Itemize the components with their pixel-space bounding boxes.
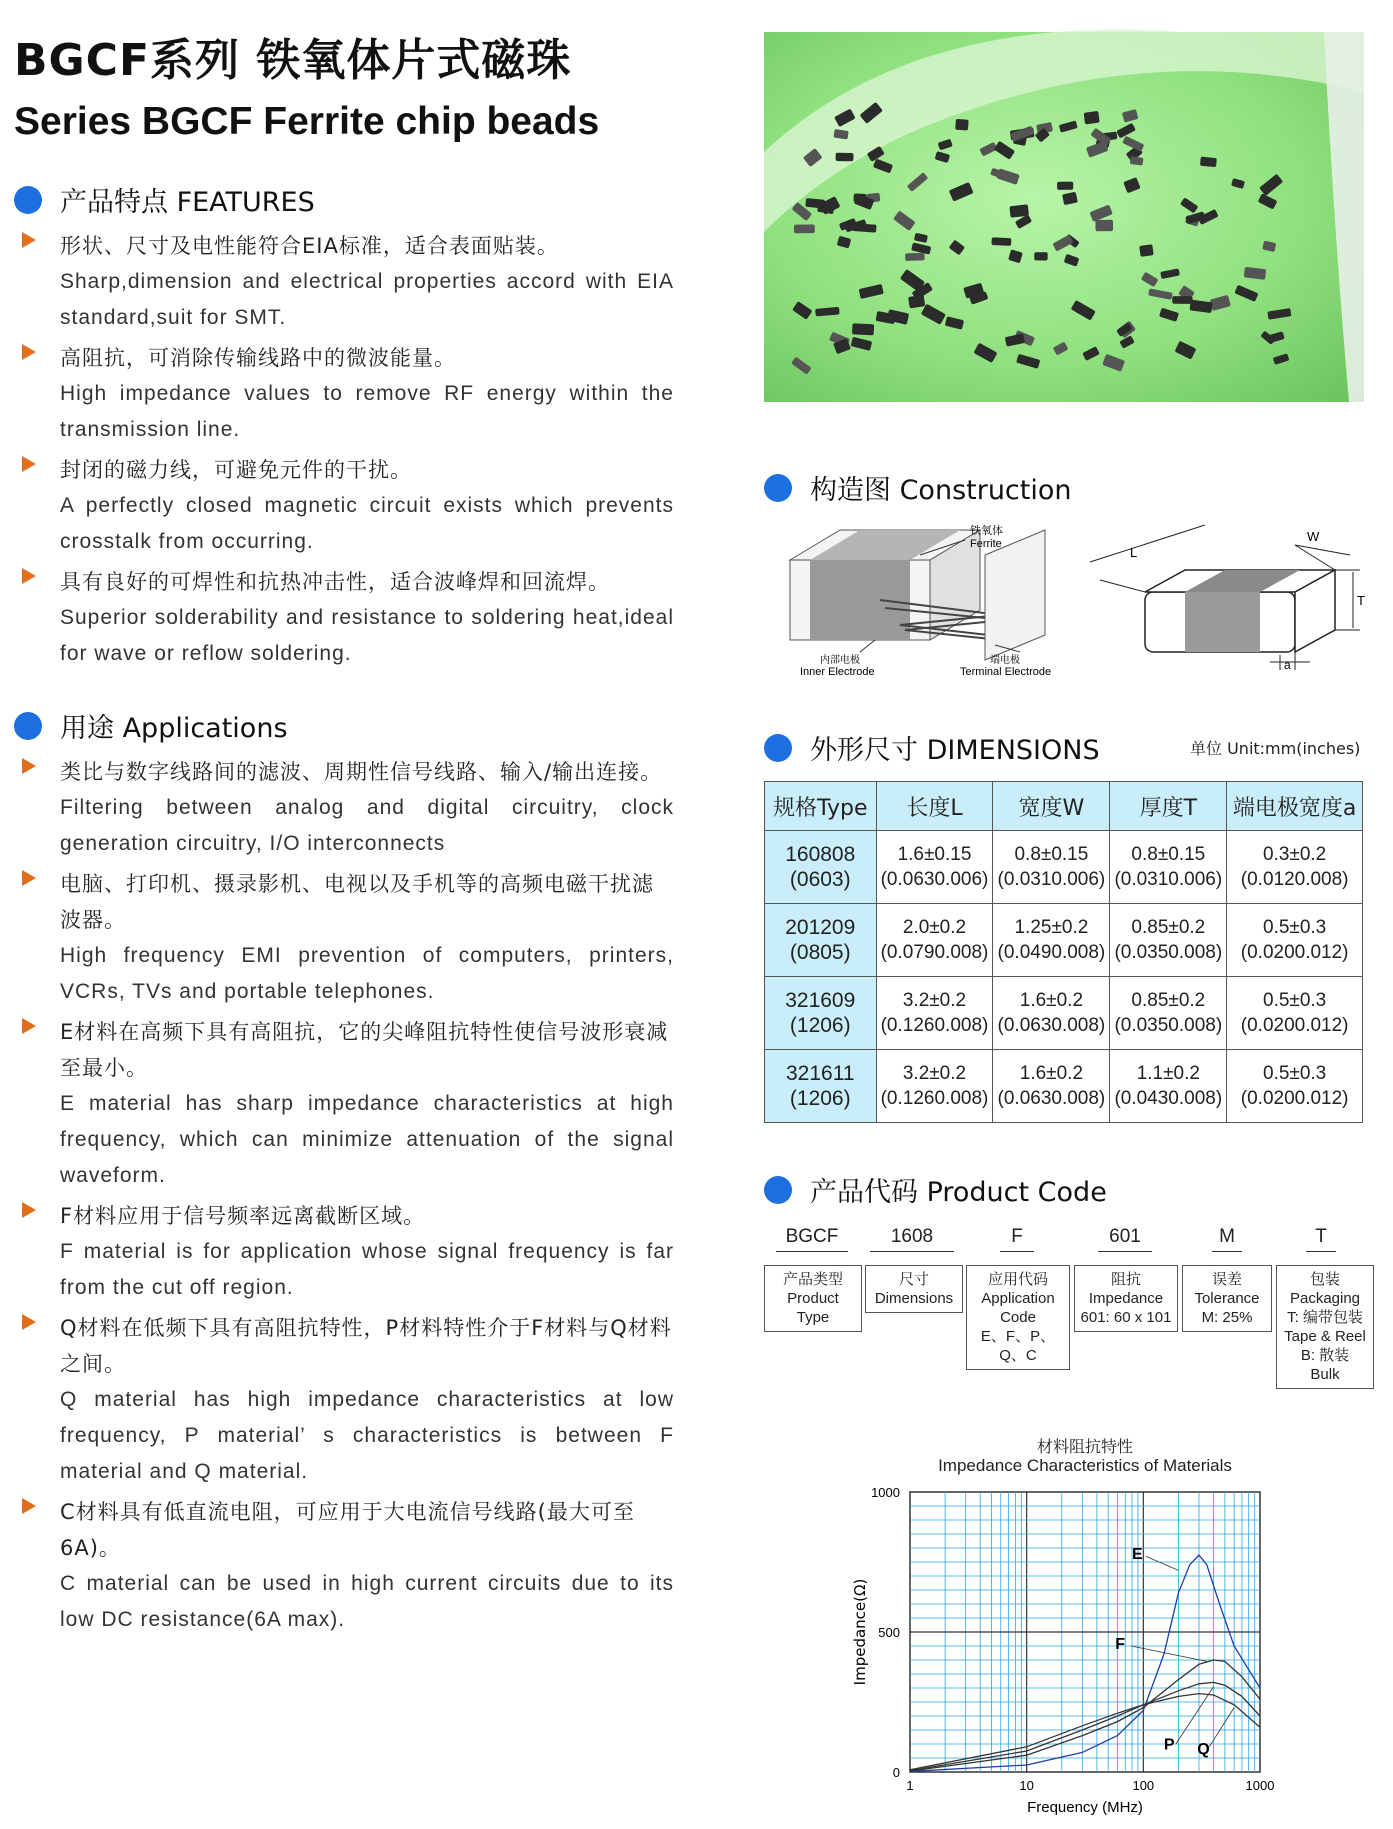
code-segment-type: BGCF (776, 1226, 848, 1252)
list-item: F材料应用于信号频率远离截断区域。 F material is for application whose signal frequency is far from the cut off region. (14, 1198, 674, 1306)
list-item: C材料具有低直流电阻，可应用于大电流信号线路(最大可至6A)。 C material can be used in high current circuits due to its low DC resistance(6A max). (14, 1494, 674, 1638)
chip-bead-photo-mark (836, 153, 854, 162)
arrow-right-icon (22, 344, 36, 360)
chip-bead-photo-mark (1095, 220, 1113, 231)
list-item: 具有良好的可焊性和抗热冲击性，适合波峰焊和回流焊。 Superior solderability and resistance to soldering heat,ideal for wave or reflow soldering. (14, 564, 674, 672)
applications-heading (14, 706, 288, 745)
code-box-packaging: 包装 Packaging T: 编带包装 Tape & Reel B: 散装 Bulk (1276, 1265, 1374, 1389)
terminal-electrode-cn-label: 端电极 (990, 655, 1020, 666)
chart-title-cn: 材料阻抗特性 (1036, 1437, 1133, 1456)
col-header-type: 规格Type (765, 782, 877, 831)
applications-heading-text: 用途 Applications (60, 713, 288, 744)
arrow-right-icon (22, 1018, 36, 1034)
code-box-product-type: 产品类型 Product Type (764, 1265, 862, 1332)
list-item: 封闭的磁力线，可避免元件的干扰。 A perfectly closed magnetic circuit exists which prevents crosstalk from occurring. (14, 452, 674, 560)
y-axis-label: Impedance(Ω) (851, 1578, 869, 1686)
code-segment-packaging: T (1306, 1226, 1336, 1252)
list-item: Q材料在低频下具有高阻抗特性，P材料特性介于F材料与Q材料之间。 Q material has high impedance characteristics at low frequency, P material’ s characteristics is between F material and Q material. (14, 1310, 674, 1490)
dimensions-table (764, 781, 1363, 1123)
arrow-right-icon (22, 232, 36, 248)
y-tick-label: 500 (878, 1625, 900, 1640)
chip-bead-photo-mark (905, 253, 925, 261)
product-photo (764, 32, 1364, 402)
list-item: E材料在高频下具有高阻抗，它的尖峰阻抗特性使信号波形衰减至最小。 E material has sharp impedance characteristics at high frequency, which can minimize attenuation of the signal waveform. (14, 1014, 674, 1194)
dimensions-unit-note: 单位 Unit:mm(inches) (1190, 739, 1361, 758)
bullet-dot-icon (764, 474, 792, 502)
chip-bead-photo-mark (852, 323, 874, 335)
chip-bead-photo-mark (794, 225, 815, 234)
features-heading-text: 产品特点 FEATURES (60, 187, 315, 218)
product-code-heading (764, 1170, 1107, 1209)
features-list (14, 228, 674, 676)
chart-title: Impedance Characteristics of Materials (938, 1456, 1232, 1475)
chip-bead-photo-mark (1130, 156, 1144, 165)
code-box-tolerance: 误差 Tolerance M: 25% (1182, 1265, 1272, 1332)
x-tick-label: 100 (1132, 1778, 1155, 1793)
ferrite-cn-label: 铁氧体 (970, 524, 1003, 537)
impedance-chart (840, 1480, 1300, 1820)
arrow-right-icon (22, 568, 36, 584)
W-label: W (1307, 529, 1320, 544)
construction-heading (764, 468, 1072, 507)
applications-list (14, 754, 674, 1642)
terminal-electrode-en-label: Terminal Electrode (960, 666, 1052, 678)
arrow-right-icon (22, 1498, 36, 1514)
series-label-Q: Q (1197, 1740, 1210, 1758)
list-item: 电脑、打印机、摄录影机、电视以及手机等的高频电磁干扰滤波器。 High frequency EMI prevention of computers, printers, VCRs, TVs and portable telephones. (14, 866, 674, 1010)
list-item: 类比与数字线路间的滤波、周期性信号线路、输入/输出连接。 Filtering between analog and digital circuitry, clock generation circuitry, I/O interconnects (14, 754, 674, 862)
chip-bead-photo-mark (1172, 296, 1192, 304)
series-label-E: E (1132, 1546, 1143, 1564)
x-axis-label: Frequency (MHz) (1027, 1799, 1143, 1816)
code-segment-size: 1608 (870, 1226, 954, 1252)
x-tick-label: 1 (906, 1778, 914, 1793)
bullet-dot-icon (764, 1176, 792, 1204)
features-heading (14, 180, 315, 219)
construction-heading-text: 构造图 Construction (810, 475, 1072, 506)
arrow-right-icon (22, 1202, 36, 1218)
bullet-dot-icon (14, 712, 42, 740)
col-header-electrode: 端电极宽度a (1227, 782, 1363, 831)
chip-bead-photo-mark (991, 237, 1011, 246)
chip-bead-photo-mark (805, 198, 825, 208)
series-label-F: F (1115, 1635, 1126, 1653)
table-header-row (765, 782, 1363, 831)
table-row: 160808 (0603) 1.6±0.15 (0.0630.006) 0.8±0.15 (0.0310.006) 0.8±0.15 (0.0310.006) 0.3±0.2 (0.0120.008) (765, 831, 1363, 904)
code-box-impedance: 阻抗 Impedance 601: 60 x 101 (1074, 1265, 1178, 1332)
inner-electrode-cn-label: 内部电极 (820, 655, 860, 666)
chip-dimension-diagram (1085, 529, 1365, 672)
bullet-dot-icon (14, 186, 42, 214)
dimensions-heading-text: 外形尺寸 DIMENSIONS (810, 735, 1100, 766)
arrow-right-icon (22, 870, 36, 886)
bullet-dot-icon (764, 734, 792, 762)
series-label-P: P (1163, 1736, 1175, 1754)
code-segment-impedance: 601 (1098, 1226, 1152, 1252)
chip-bead-photo-mark (1034, 252, 1047, 260)
L-label: L (1130, 545, 1138, 560)
page-title-en: Series BGCF Ferrite chip beads (14, 100, 600, 143)
col-header-length: 长度L (876, 782, 993, 831)
table-row: 321611 (1206) 3.2±0.2 (0.1260.008) 1.6±0.2 (0.0630.008) 1.1±0.2 (0.0430.008) 0.5±0.3 (0.0200.012) (765, 1050, 1363, 1123)
arrow-right-icon (22, 456, 36, 472)
y-tick-label: 0 (892, 1765, 900, 1780)
table-row: 321609 (1206) 3.2±0.2 (0.1260.008) 1.6±0.2 (0.0630.008) 0.85±0.2 (0.0350.008) 0.5±0.3 (0.0200.012) (765, 977, 1363, 1050)
T-label: T (1357, 593, 1365, 608)
x-tick-label: 10 (1019, 1778, 1034, 1793)
arrow-right-icon (22, 758, 36, 774)
code-box-application: 应用代码 Application Code E、F、P、Q、C (966, 1265, 1070, 1370)
chip-bead-photo-mark (1139, 244, 1154, 257)
page-title-cn: BGCF系列 铁氧体片式磁珠 (14, 35, 572, 86)
chip-bead-photo-mark (955, 119, 968, 131)
code-segment-material: F (1000, 1226, 1034, 1252)
chip-bead-photo-mark (1084, 111, 1100, 125)
list-item: 形状、尺寸及电性能符合EIA标准，适合表面贴装。 Sharp,dimension and electrical properties accord with EIA standard,suit for SMT. (14, 228, 674, 336)
ferrite-en-label: Ferrite (970, 538, 1002, 550)
col-header-thickness: 厚度T (1110, 782, 1227, 831)
dimensions-heading (764, 728, 1100, 767)
code-segment-tolerance: M (1212, 1226, 1242, 1252)
col-header-width: 宽度W (993, 782, 1110, 831)
a-label: a (1284, 658, 1291, 672)
y-tick-label: 1000 (871, 1485, 900, 1500)
list-item: 高阻抗，可消除传输线路中的微波能量。 High impedance values to remove RF energy within the transmission line. (14, 340, 674, 448)
code-box-dimensions: 尺寸 Dimensions (865, 1265, 963, 1313)
chip-bead-photo-mark (1009, 204, 1029, 217)
product-code-heading-text: 产品代码 Product Code (810, 1177, 1107, 1208)
table-row: 201209 (0805) 2.0±0.2 (0.0790.008) 1.25±0.2 (0.0490.008) 0.85±0.2 (0.0350.008) 0.5±0.3 (0.0200.012) (765, 904, 1363, 977)
chip-bead-photo-mark (1057, 182, 1073, 190)
inner-electrode-en-label: Inner Electrode (800, 666, 875, 678)
construction-cutaway-diagram (780, 520, 1100, 680)
chip-bead-photo-mark (1200, 157, 1217, 168)
x-tick-label: 1000 (1245, 1778, 1275, 1793)
arrow-right-icon (22, 1314, 36, 1330)
